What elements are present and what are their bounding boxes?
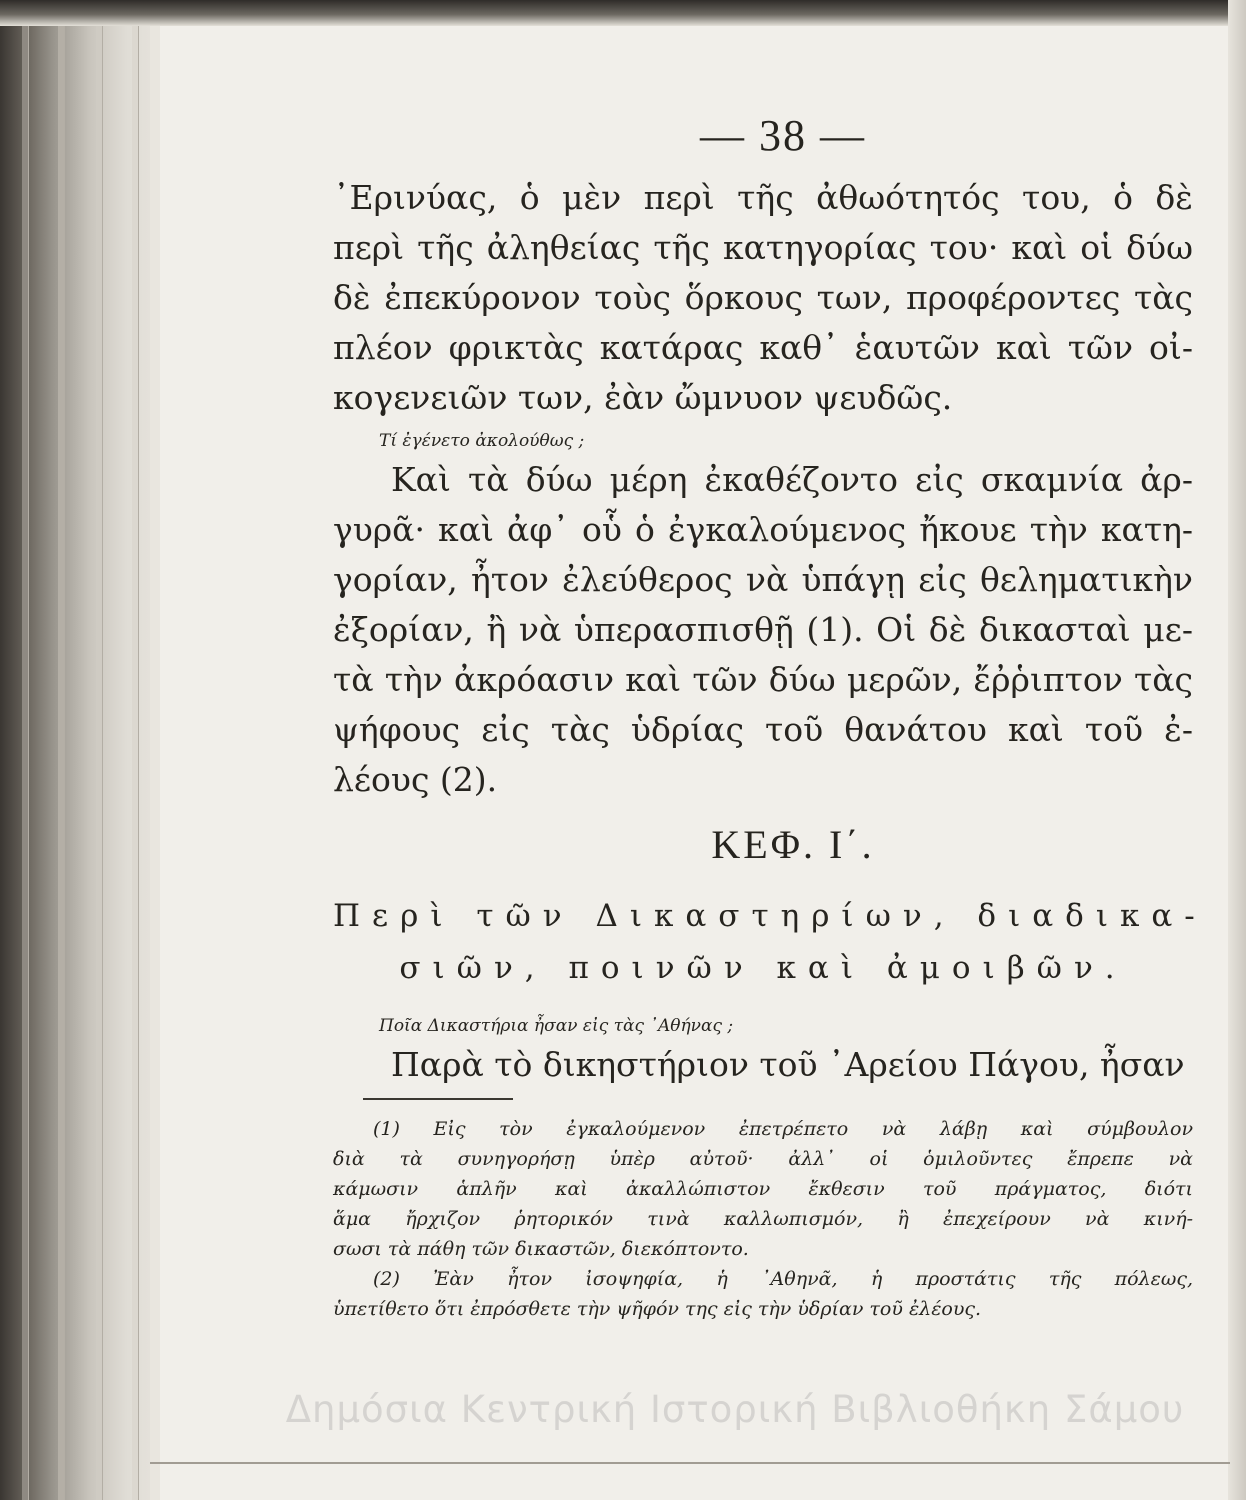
top-shadow [0,0,1246,26]
footnote-line: ἅμα ἤρχιζον ῥητορικόν τινὰ καλλωπισμόν, ἢ ἐπεχείρουν νὰ κινή- [333,1208,1193,1230]
footnote-line: (1) Εἰς τὸν ἐγκαλούμενον ἐπετρέπετο νὰ λάβῃ καὶ σύμβουλον [373,1118,1193,1140]
footnote-line: (2) Ἐὰν ἦτον ἰσοψηφία, ἡ ᾿Αθηνᾶ, ἡ προστάτις τῆς πόλεως, [373,1268,1193,1290]
text-line: γορίαν, ἦτον ἐλεύθερος νὰ ὑπάγῃ εἰς θεληματικὴν [333,560,1193,599]
footnote-line: κάμωσιν ἁπλῆν καὶ ἀκαλλώπιστον ἔκθεσιν τοῦ πράγματος, διότι [333,1178,1193,1200]
page-number: — 38 — [700,111,866,160]
right-page-edge [1228,0,1246,1500]
text-line: Παρὰ τὸ δικηστήριον τοῦ ᾿Αρείου Πάγου, ἦσαν [391,1045,1185,1084]
text-line: ψήφους εἰς τὰς ὑδρίας τοῦ θανάτου καὶ τοῦ ἐ- [333,710,1193,749]
text-line: κογενειῶν των, ἐὰν ὤμνυον ψευδῶς. [333,378,953,417]
footnotes [333,1114,1193,1324]
text-line: γυρᾶ· καὶ ἀφ᾿ οὗ ὁ ἐγκαλούμενος ἤκουε τὴν κατη- [333,510,1193,549]
chapter-title: ΚΕΦ. Ι΄. [711,822,875,867]
text-line: ᾿Ερινύας, ὁ μὲν περὶ τῆς ἀθωότητός του, ὁ δὲ [333,178,1193,217]
text-line: Καὶ τὰ δύω μέρη ἐκαθέζοντο εἰς σκαμνία ἀρ- [391,460,1193,499]
library-watermark: Δημόσια Κεντρική Ιστορική Βιβλιοθήκη Σάμου [285,1388,1185,1431]
text-line: λέους (2). [333,760,498,799]
section-heading [333,890,1207,994]
answer-paragraph [333,455,1193,805]
section-heading-line: Περὶ τῶν Δικαστηρίων, διαδικα- [333,898,1207,934]
page-content [333,110,1207,1324]
footnote-line: ὑπετίθετο ὅτι ἐπρόσθετε τὴν ψῆφόν της εἰς τὴν ὑδρίαν τοῦ ἐλέους. [333,1298,982,1320]
page-edge [22,0,29,1500]
footnote-line: σωσι τὰ πάθη τῶν δικαστῶν, διεκόπτοντο. [333,1238,749,1260]
question: Ποῖα Δικαστήρια ἦσαν εἰς τὰς ᾿Αθήνας ; [379,1016,734,1036]
text-line: ἐξορίαν, ἢ νὰ ὑπερασπισθῇ (1). Οἱ δὲ δικασταὶ με- [333,610,1193,649]
page-bottom-line [150,1462,1230,1464]
footnote-line: διὰ τὰ συνηγορήσῃ ὑπὲρ αὐτοῦ· ἀλλ᾿ οἱ ὁμιλοῦντες ἔπρεπε νὰ [333,1148,1193,1170]
text-line: δὲ ἐπεκύρονον τοὺς ὅρκους των, προφέροντες τὰς [333,278,1193,317]
question: Τί ἐγένετο ἀκολούθως ; [379,431,585,451]
footnote-divider [363,1098,513,1100]
answer-paragraph [333,1040,1193,1090]
text-line: πλέον φρικτὰς κατάρας καθ᾿ ἑαυτῶν καὶ τῶν οἰ- [333,328,1193,367]
section-heading-line: σιῶν, ποινῶν καὶ ἀμοιβῶν. [399,950,1127,986]
paragraph-continued [333,173,1193,423]
text-line: τὰ τὴν ἀκρόασιν καὶ τῶν δύω μερῶν, ἔῤῥιπτον τὰς [333,660,1193,699]
text-line: περὶ τῆς ἀληθείας τῆς κατηγορίας του· καὶ οἱ δύω [333,228,1193,267]
page-edge [132,0,139,1500]
page-edge [96,0,103,1500]
page-edge [58,0,65,1500]
